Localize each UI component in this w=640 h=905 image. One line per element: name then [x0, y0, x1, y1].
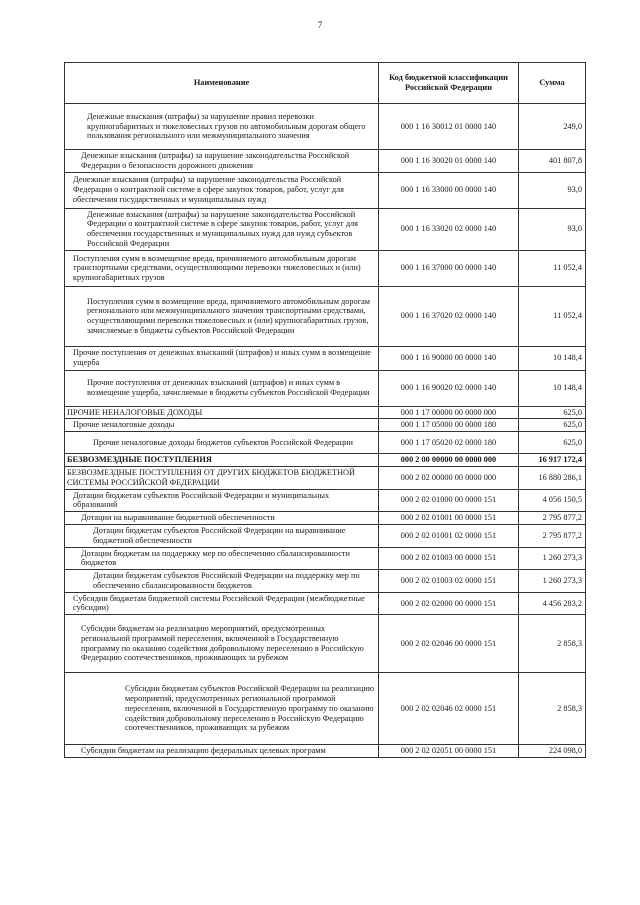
row-sum-cell: 16 917 172,4 [519, 454, 586, 467]
row-sum-cell: 2 858,3 [519, 673, 586, 745]
row-sum-cell: 16 880 286,1 [519, 467, 586, 490]
row-code-cell: 000 2 02 01003 00 0000 151 [379, 547, 519, 570]
row-code-cell: 000 2 02 01001 00 0000 151 [379, 512, 519, 525]
row-code-cell: 000 1 16 90000 00 0000 140 [379, 346, 519, 370]
row-sum-cell: 249,0 [519, 104, 586, 150]
row-name-cell: Денежные взыскания (штрафы) за нарушение правил перевозки крупногабаритных и тяжеловесных грузов по автомобильным дорогам общего пользования регионального или межмуниципального значения [65, 104, 379, 150]
row-name-cell: Поступления сумм в возмещение вреда, причиняемого автомобильным дорогам транспортными средствами, осуществляющими перевозки тяжеловесных и (или) крупногабаритных грузов [65, 250, 379, 286]
row-sum-cell: 401 807,8 [519, 150, 586, 173]
row-sum-cell: 4 456 283,2 [519, 592, 586, 615]
row-sum-cell: 10 148,4 [519, 346, 586, 370]
row-code-cell: 000 1 17 05000 00 0000 180 [379, 419, 519, 432]
row-sum-cell: 2 795 877,2 [519, 512, 586, 525]
table-row [65, 286, 586, 346]
row-code-cell: 000 1 16 37000 00 0000 140 [379, 250, 519, 286]
row-name-cell: Денежные взыскания (штрафы) за нарушение законодательства Российской Федерации о безопасности дорожного движения [65, 150, 379, 173]
row-code-cell: 000 2 02 02000 00 0000 151 [379, 592, 519, 615]
row-sum-cell: 625,0 [519, 432, 586, 454]
row-name-cell: Дотации бюджетам субъектов Российской Федерации на выравнивание бюджетной обеспеченности [65, 524, 379, 547]
table-row [65, 172, 586, 208]
header-code: Код бюджетной классификации Российской Федерации [379, 63, 519, 104]
row-code-cell: 000 2 02 02051 00 0000 151 [379, 745, 519, 758]
row-sum-cell: 2 795 877,2 [519, 524, 586, 547]
row-name-cell: Дотации бюджетам субъектов Российской Федерации и муниципальных образований [65, 489, 379, 512]
row-code-cell: 000 1 16 37020 02 0000 140 [379, 286, 519, 346]
row-name-cell: Прочие неналоговые доходы бюджетов субъектов Российской Федерации [65, 432, 379, 454]
row-code-cell: 000 2 02 00000 00 0000 000 [379, 467, 519, 490]
row-name-cell: Денежные взыскания (штрафы) за нарушение законодательства Российской Федерации о контрактной системе в сфере закупок товаров, работ, услуг для обеспечения государственных и муниципальных нужд [65, 172, 379, 208]
row-code-cell: 000 1 16 30020 01 0000 140 [379, 150, 519, 173]
table-header-row [65, 63, 586, 104]
row-name-cell: Дотации на выравнивание бюджетной обеспеченности [65, 512, 379, 525]
table-row [65, 570, 586, 593]
row-name-cell: Дотации бюджетам субъектов Российской Федерации на поддержку мер по обеспечению сбалансированности бюджетов [65, 570, 379, 593]
row-name-cell: Субсидии бюджетам на реализацию мероприятий, предусмотренных региональной программой переселения, включенной в Государственную программу по оказанию содействия добровольному переселению в Российскую Федерацию соотечественников, проживающих за рубежом [65, 615, 379, 673]
budget-revenue-table [64, 62, 586, 758]
row-name-cell: Дотации бюджетам на поддержку мер по обеспечению сбалансированности бюджетов [65, 547, 379, 570]
row-code-cell: 000 1 16 33000 00 0000 140 [379, 172, 519, 208]
table-row [65, 524, 586, 547]
row-name-cell: Прочие поступления от денежных взысканий (штрафов) и иных сумм в возмещение ущерба [65, 346, 379, 370]
table-body [65, 104, 586, 758]
row-name-cell: Субсидии бюджетам на реализацию федеральных целевых программ [65, 745, 379, 758]
table-row [65, 454, 586, 467]
table-row [65, 150, 586, 173]
table-row [65, 745, 586, 758]
header-name: Наименование [65, 63, 379, 104]
row-sum-cell: 11 052,4 [519, 250, 586, 286]
table-row [65, 419, 586, 432]
row-code-cell: 000 2 00 00000 00 0000 000 [379, 454, 519, 467]
row-name-cell: Прочие поступления от денежных взысканий (штрафов) и иных сумм в возмещение ущерба, зачисляемые в бюджеты субъектов Российской Федерации [65, 370, 379, 406]
row-name-cell: Субсидии бюджетам субъектов Российской Федерации на реализацию мероприятий, предусмотренных региональной программой переселения, включенной в Государственную программу по оказанию содействия добровольному переселению в Российскую Федерацию соотечественников, проживающих за рубежом [65, 673, 379, 745]
table-row [65, 406, 586, 419]
row-sum-cell: 10 148,4 [519, 370, 586, 406]
table-row [65, 250, 586, 286]
row-name-cell: ПРОЧИЕ НЕНАЛОГОВЫЕ ДОХОДЫ [65, 406, 379, 419]
table-row [65, 592, 586, 615]
row-name-cell: Субсидии бюджетам бюджетной системы Российской Федерации (межбюджетные субсидии) [65, 592, 379, 615]
row-sum-cell: 93,0 [519, 172, 586, 208]
table-row [65, 104, 586, 150]
row-name-cell: БЕЗВОЗМЕЗДНЫЕ ПОСТУПЛЕНИЯ ОТ ДРУГИХ БЮДЖЕТОВ БЮДЖЕТНОЙ СИСТЕМЫ РОССИЙСКОЙ ФЕДЕРАЦИИ [65, 467, 379, 490]
row-name-cell: БЕЗВОЗМЕЗДНЫЕ ПОСТУПЛЕНИЯ [65, 454, 379, 467]
row-sum-cell: 93,0 [519, 208, 586, 250]
row-sum-cell: 2 858,3 [519, 615, 586, 673]
row-sum-cell: 224 098,0 [519, 745, 586, 758]
table-row [65, 467, 586, 490]
row-code-cell: 000 1 17 05020 02 0000 180 [379, 432, 519, 454]
row-name-cell: Прочие неналоговые доходы [65, 419, 379, 432]
table-row [65, 370, 586, 406]
row-code-cell: 000 1 17 00000 00 0000 000 [379, 406, 519, 419]
row-code-cell: 000 2 02 02046 00 0000 151 [379, 615, 519, 673]
row-sum-cell: 625,0 [519, 406, 586, 419]
row-sum-cell: 625,0 [519, 419, 586, 432]
row-code-cell: 000 1 16 90020 02 0000 140 [379, 370, 519, 406]
table-row [65, 208, 586, 250]
row-code-cell: 000 2 02 01000 00 0000 151 [379, 489, 519, 512]
row-name-cell: Денежные взыскания (штрафы) за нарушение законодательства Российской Федерации о контрактной системе в сфере закупок товаров, работ, услуг для обеспечения государственных и муниципальных нужд для нужд субъектов Российской Федерации [65, 208, 379, 250]
row-sum-cell: 11 052,4 [519, 286, 586, 346]
table-row [65, 489, 586, 512]
row-sum-cell: 4 056 150,5 [519, 489, 586, 512]
row-code-cell: 000 2 02 02046 02 0000 151 [379, 673, 519, 745]
table-row [65, 346, 586, 370]
row-name-cell: Поступления сумм в возмещение вреда, причиняемого автомобильным дорогам регионального или межмуниципального значения транспортными средствами, осуществляющими перевозки тяжеловесных и (или) крупногабаритных грузов, зачисляемые в бюджеты субъектов Российской Федерации [65, 286, 379, 346]
table-row [65, 673, 586, 745]
row-code-cell: 000 2 02 01001 02 0000 151 [379, 524, 519, 547]
row-code-cell: 000 1 16 30012 01 0000 140 [379, 104, 519, 150]
table-row [65, 547, 586, 570]
table-row [65, 615, 586, 673]
row-code-cell: 000 1 16 33020 02 0000 140 [379, 208, 519, 250]
table-row [65, 512, 586, 525]
row-code-cell: 000 2 02 01003 02 0000 151 [379, 570, 519, 593]
table-row [65, 432, 586, 454]
row-sum-cell: 1 260 273,3 [519, 547, 586, 570]
row-sum-cell: 1 260 273,3 [519, 570, 586, 593]
header-sum: Сумма [519, 63, 586, 104]
page-number: 7 [317, 20, 323, 30]
